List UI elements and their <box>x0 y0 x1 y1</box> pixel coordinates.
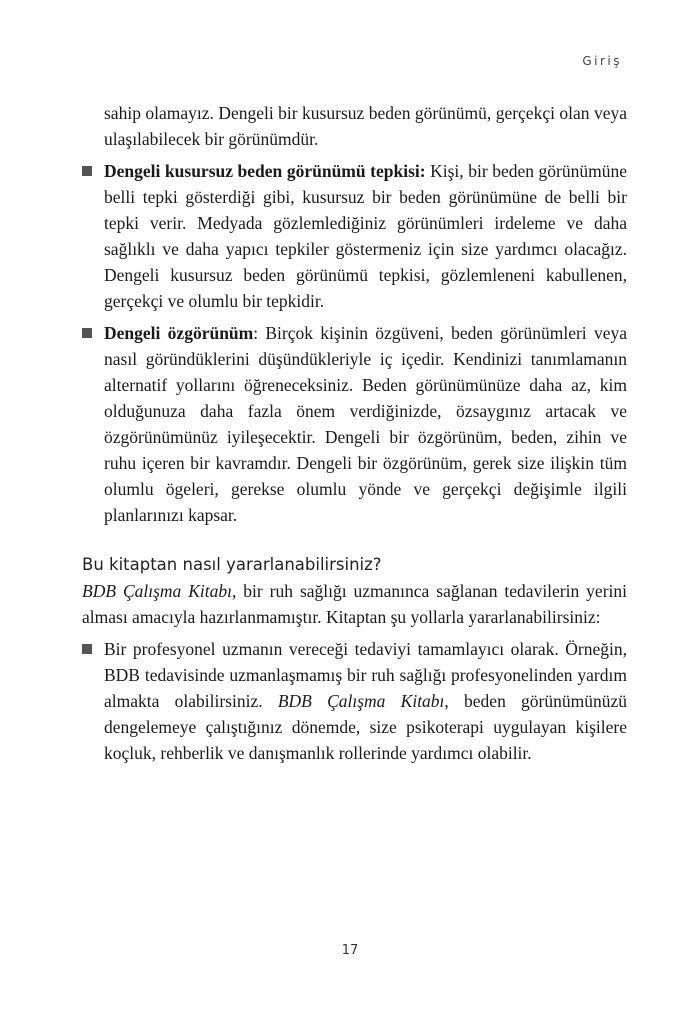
square-bullet-icon <box>82 166 92 176</box>
body-text <box>82 100 627 766</box>
bullet-item-balanced-ideal-reaction <box>82 158 627 314</box>
square-bullet-icon <box>82 328 92 338</box>
bullet-item-balanced-self-image <box>82 320 627 528</box>
continuation-paragraph: sahip olamayız. Dengeli bir kusursuz beden görünümü, gerçekçi olan veya ulaşılabilecek bir görünümdür. <box>104 103 627 149</box>
bullet-paragraph <box>104 636 627 766</box>
square-bullet-icon <box>82 644 92 654</box>
page-number: 17 <box>341 943 359 958</box>
bullet-paragraph <box>104 320 627 528</box>
bullet-term: Dengeli kusursuz beden görünümü tepkisi: <box>104 161 426 181</box>
section-intro-paragraph <box>82 578 627 630</box>
bullet-item-complementary-use <box>82 636 627 766</box>
bullet-body: Kişi, bir beden görünümüne belli tepki gösterdiği gibi, kusursuz bir beden görünümüne de belli bir tepki verir. Medyada gözlemlediğiniz görünümleri irdeleme ve daha sağlıklı ve daha yapıcı tepkiler göstermeniz için size yardımcı olacağız. Dengeli kusursuz beden görünümü tepkisi, gözlemleneni kabullenen, gerçekçi ve olumlu bir tepkidir. <box>104 161 627 311</box>
book-title-italic: BDB Çalışma Kitabı <box>82 581 232 601</box>
bullet-body: : Birçok kişinin özgüveni, beden görünümleri veya nasıl göründüklerini düşündükleriyle iç içedir. Kendinizi tanımlamanın alternatif yollarını öğreneceksiniz. Beden görünümünüze daha az, kim olduğunuza daha fazla önem verdiğinizde, özsaygınız artacak ve özgörünümünüz iyileşecektir. Dengeli bir özgörünüm, beden, zihin ve ruhu içeren bir kavramdır. Dengeli bir özgörünüm, gerek size ilişkin tüm olumlu ögeleri, gerekse olumlu yönde ve gerçekçi değişimle ilgili planlarınızı kapsar. <box>104 323 627 525</box>
bullet-body-start: Bir profesyonel uzmanın vereceği tedaviyi tamamlayıcı olarak. Örneğin, BDB tedavisinde uzmanlaşmamış bir ruh sağlığı profesyonelinden yardım almakta olabilirsiniz. <box>104 639 627 711</box>
book-title-italic: BDB Çalışma Kitabı <box>277 691 445 711</box>
bullet-paragraph <box>104 158 627 314</box>
bullet-term: Dengeli özgörünüm <box>104 323 254 343</box>
running-head: Giriş <box>582 54 622 68</box>
bullet-body-end: , beden görünümünüzü dengelemeye çalıştığınız dönemde, size psikoterapi uygulayan kişilere koçluk, rehberlik ve danışmanlık rollerinde yardımcı olabilir. <box>104 691 628 763</box>
intro-body: , bir ruh sağlığı uzmanınca sağlanan tedavilerin yerini alması amacıyla hazırlanmamıştır. Kitaptan şu yollarla yararlanabilirsiniz: <box>82 581 627 627</box>
section-heading: Bu kitaptan nasıl yararlanabilirsiniz? <box>82 555 382 574</box>
